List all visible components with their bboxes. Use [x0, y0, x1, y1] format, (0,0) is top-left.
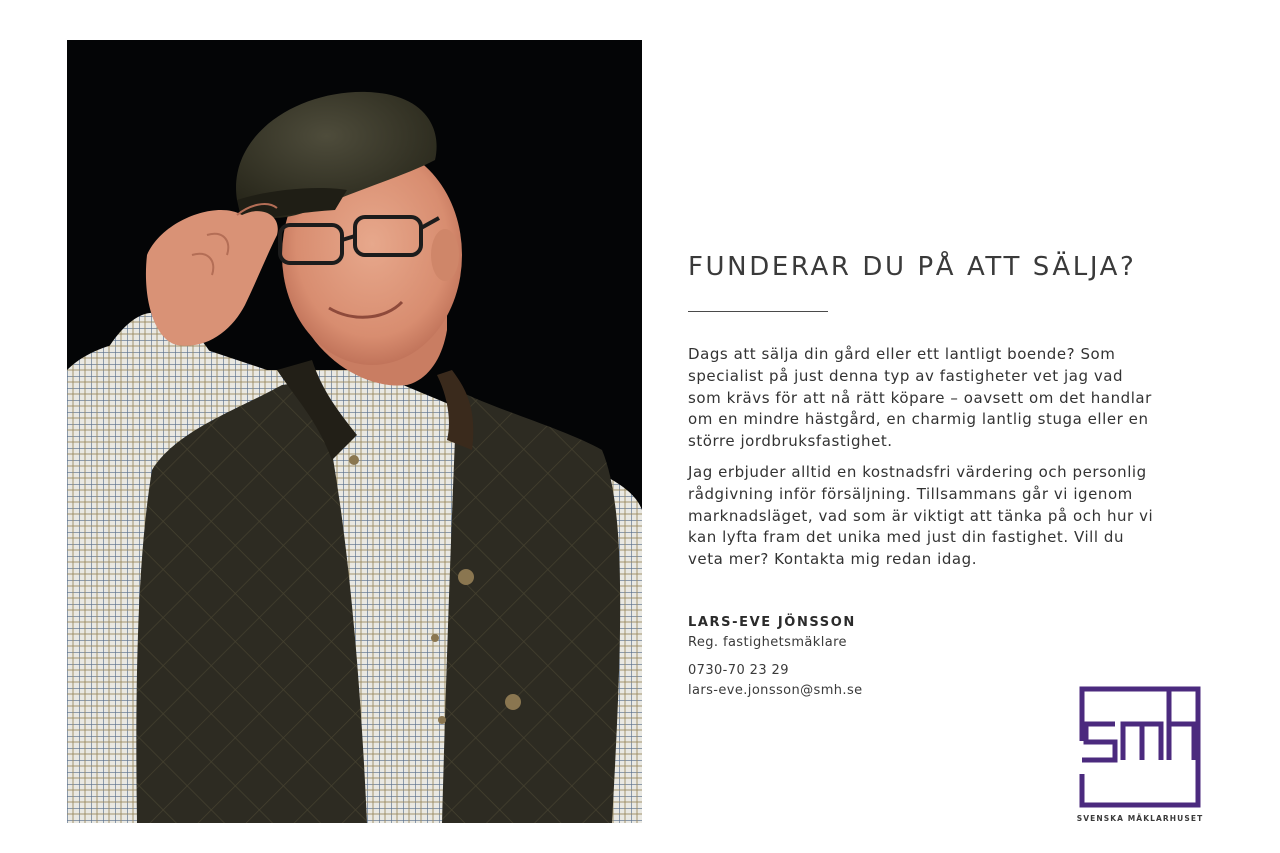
smh-logo-mark: [1079, 686, 1201, 808]
agent-phone[interactable]: 0730-70 23 29: [688, 663, 789, 678]
agent-contact: [688, 614, 1048, 700]
agent-portrait-photo: [67, 40, 642, 823]
smh-logo: [1076, 686, 1204, 826]
agent-title: Reg. fastighetsmäklare: [688, 635, 847, 650]
logo-caption: SVENSKA MÄKLARHUSET: [1076, 814, 1204, 823]
agent-email[interactable]: lars-eve.jonsson@smh.se: [688, 682, 863, 698]
body-text: [688, 344, 1158, 580]
headline: FUNDERAR DU PÅ ATT SÄLJA?: [688, 252, 1137, 282]
portrait-illustration: [67, 40, 642, 823]
body-paragraph-1: Dags att sälja din gård eller ett lantligt boende? Som specialist på just denna typ av fastigheter vet jag vad som krävs för att nå rätt köpare – oavsett om det handlar om en mindre hästgård, en charmig lantlig stuga eller en större jordbruksfastighet.: [688, 345, 1152, 451]
agent-name: LARS-EVE JÖNSSON: [688, 615, 856, 630]
divider-line: [688, 311, 828, 312]
body-paragraph-2: Jag erbjuder alltid en kostnadsfri värdering och personlig rådgivning inför försäljning. Tillsammans går vi igenom marknadsläget, vad som är viktigt att tänka på och hur vi kan lyfta fram det unika med just din fastighet. Vill du veta mer? Kontakta mig redan idag.: [688, 462, 1154, 569]
